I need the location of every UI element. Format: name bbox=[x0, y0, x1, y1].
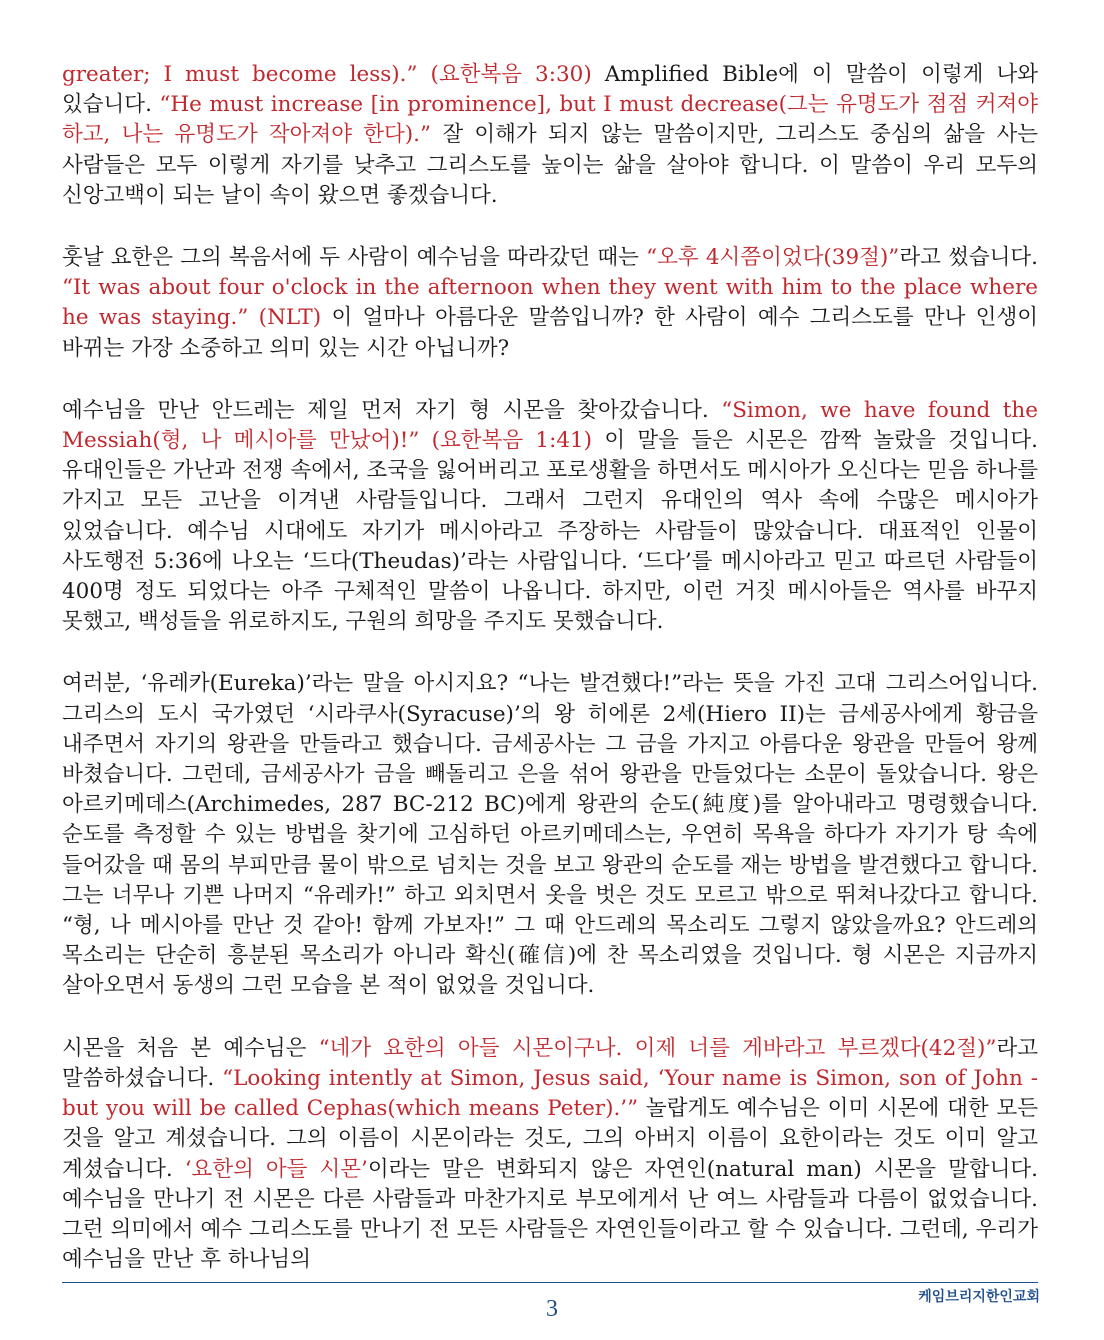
paragraph-2 bbox=[62, 243, 1038, 364]
paragraph-4 bbox=[62, 669, 1038, 1001]
body-text: 잘 이해가 되지 않는 말씀이지만, 그리스도 중심의 삶을 사는 사람들은 모두 이렇게 자기를 낮추고 그리스도를 높이는 삶을 살아야 합니다. 이 말씀이 우리 모두의 신앙고백이 되는 날이 속이 왔으면 좋겠습니다. bbox=[62, 122, 1038, 208]
body-text: 예수님을 만난 안드레는 제일 먼저 자기 형 시몬을 찾아갔습니다. bbox=[62, 397, 722, 423]
paragraph-3 bbox=[62, 396, 1038, 638]
body-text: 라고 썼습니다. bbox=[899, 245, 1038, 271]
paragraph-5 bbox=[62, 1034, 1038, 1276]
body-text: Amplified Bible에 이 말씀이 이렇게 나와 있습니다. bbox=[62, 62, 1038, 118]
sermon-body bbox=[62, 60, 1038, 1307]
footer-divider bbox=[62, 1282, 1038, 1283]
body-text: 이라는 말은 변화되지 않은 자연인(natural man) 시몬을 말합니다. 예수님을 만나기 전 시몬은 다른 사람들과 마찬가지로 부모에게서 난 여느 사람들과 다름이 없었습니다. 그런 의미에서 예수 그리스도를 만나기 전 모든 사람들은 자연인들이라고 할 수 있습니다. 그런데, 우리가 예수님을 만난 후 하나님의 bbox=[62, 1156, 1038, 1273]
quote-red: ‘요한의 아들 시몬’ bbox=[184, 1156, 368, 1182]
body-text: 라고 말씀하셨습니다. bbox=[62, 1035, 1038, 1091]
paragraph-1 bbox=[62, 60, 1038, 211]
quote-red: “Looking intently at Simon, Jesus said, ‘Your name is Simon, son of John - but you will be called Cephas(which means Peter).’” bbox=[62, 1065, 1038, 1122]
quote-red: “네가 요한의 아들 시몬이구나. 이제 너를 게바라고 부르겠다(42절)” bbox=[318, 1035, 997, 1061]
quote-red: “It was about four o'clock in the afternoon when they went with him to the place where he was staying.” (NLT) bbox=[62, 275, 1038, 331]
quote-red: “오후 4시쯤이었다(39절)” bbox=[646, 245, 900, 271]
body-text: 훗날 요한은 그의 복음서에 두 사람이 예수님을 따라갔던 때는 bbox=[62, 245, 647, 271]
body-text: 여러분, ‘유레카(Eureka)’라는 말을 아시지요? “나는 발견했다!”라는 뜻을 가진 고대 그리스어입니다. 그리스의 도시 국가였던 ‘시라쿠사(Syracuse)’의 왕 히에론 2세(Hiero II)는 금세공사에게 황금을 내주면서 자기의 왕관을 만들라고 했습니다. 금세공사는 그 금을 가지고 아름다운 왕관을 만들어 왕께 바쳤습니다. 그런데, 금세공사가 금을 빼돌리고 은을 섞어 왕관을 만들었다는 소문이 돌았습니다. 왕은 아르키메데스(Archimedes, 287 BC-212 BC)에게 왕관의 순도(純度)를 알아내라고 명령했습니다. 순도를 측정할 수 있는 방법을 찾기에 고심하던 아르키메데스는, 우연히 목욕을 하다가 자기가 탕 속에 들어갔을 때 몸의 부피만큼 물이 밖으로 넘치는 것을 보고 왕관의 순도를 재는 방법을 발견했다고 합니다. 그는 너무나 기쁜 나머지 “유레카!” 하고 외치면서 옷을 벗은 것도 모르고 밖으로 뛰쳐나갔다고 합니다. “형, 나 메시아를 만난 것 같아! 함께 가보자!” 그 때 안드레의 목소리도 그렇지 않았을까요? 안드레의 목소리는 단순히 흥분된 목소리가 아니라 확신(確信)에 찬 목소리였을 것입니다. 형 시몬은 지금까지 살아오면서 동생의 그런 모습을 본 적이 없었을 것입니다. bbox=[62, 671, 1038, 999]
church-name: 케임브리지한인교회 bbox=[918, 1289, 1040, 1305]
body-text: 이 말을 들은 시몬은 깜짝 놀랐을 것입니다. 유대인들은 가난과 전쟁 속에서, 조국을 잃어버리고 포로생활을 하면서도 메시아가 오신다는 믿음 하나를 가지고 모든 고난을 이겨낸 사람들입니다. 그래서 그런지 유대인의 역사 속에 수많은 메시아가 있었습니다. 예수님 시대에도 자기가 메시아라고 주장하는 사람들이 많았습니다. 대표적인 인물이 사도행전 5:36에 나오는 ‘드다(Theudas)’라는 사람입니다. ‘드다’를 메시아라고 믿고 따르던 사람들이 400명 정도 되었다는 아주 구체적인 말씀이 나옵니다. 하지만, 이런 거짓 메시아들은 역사를 바꾸지 못했고, 백성들을 위로하지도, 구원의 희망을 주지도 못했습니다. bbox=[62, 428, 1038, 635]
page-number: 3 bbox=[546, 1296, 558, 1322]
body-text: 이 얼마나 아름다운 말씀입니까? 한 사람이 예수 그리스도를 만나 인생이 바뀌는 가장 소중하고 의미 있는 시간 아닙니까? bbox=[62, 305, 1038, 361]
quote-red: “Simon, we have found the Messiah(형, 나 메시아를 만났어)!” (요한복음 1:41) bbox=[62, 397, 1038, 454]
body-text: 놀랍게도 예수님은 이미 시몬에 대한 모든 것을 알고 계셨습니다. 그의 이름이 시몬이라는 것도, 그의 아버지 이름이 요한이라는 것도 이미 알고 계셨습니다. bbox=[62, 1096, 1038, 1182]
body-text: 시몬을 처음 본 예수님은 bbox=[62, 1035, 319, 1061]
quote-red: greater; I must become less).” (요한복음 3:30) bbox=[62, 62, 605, 87]
quote-red: “He must increase [in prominence], but I must decrease(그는 유명도가 점점 커져야 하고, 나는 유명도가 작아져야 한다).” bbox=[62, 92, 1038, 148]
